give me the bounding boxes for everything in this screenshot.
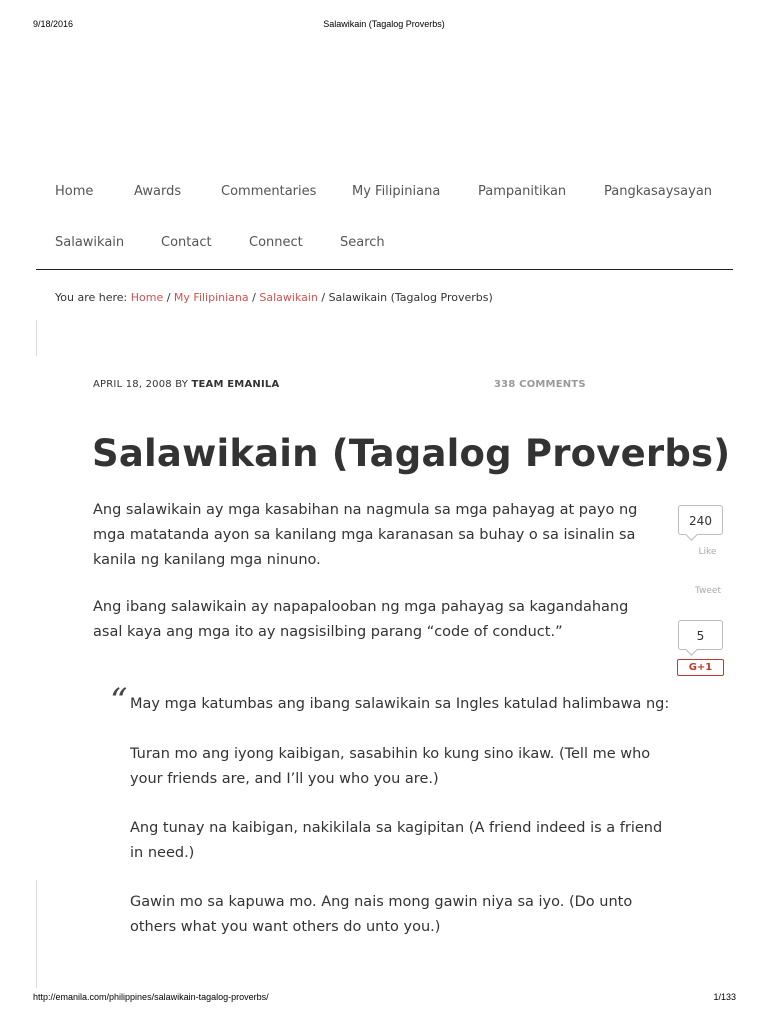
nav-item-commentaries[interactable]: Commentaries	[221, 184, 317, 199]
breadcrumb-home-link[interactable]: Home	[130, 291, 164, 304]
post-paragraph-2: Ang ibang salawikain ay napapalooban ng mga pahayag sa kagandahang asal kaya ang mga ito ay nagsisilbing parang “code of conduct.”	[93, 599, 629, 640]
nav-item-salawikain[interactable]: Salawikain	[55, 235, 125, 250]
nav-item-pampanitikan[interactable]: Pampanitikan	[478, 184, 567, 199]
nav-item-pangkasaysayan[interactable]: Pangkasaysayan	[604, 184, 713, 199]
breadcrumb-salawikain-link[interactable]: Salawikain	[259, 291, 318, 304]
google-plus-count: 5	[678, 620, 723, 650]
blockquote-line-4: Gawin mo sa kapuwa mo. Ang nais mong gawin niya sa iyo. (Do unto others what you want others do unto you.)	[130, 894, 633, 935]
nav-item-my-filipiniana[interactable]: My Filipiniana	[352, 184, 441, 199]
blockquote-line-3: Ang tunay na kaibigan, nakikilala sa kagipitan (A friend indeed is a friend in need.)	[130, 820, 663, 861]
post-title: Salawikain (Tagalog Proverbs)	[92, 432, 731, 475]
breadcrumb-filipiniana-link[interactable]: My Filipiniana	[173, 291, 249, 304]
nav-item-connect[interactable]: Connect	[249, 235, 303, 250]
breadcrumb-separator: /	[248, 291, 260, 304]
nav-item-awards[interactable]: Awards	[134, 184, 182, 199]
post-by: BY	[171, 379, 192, 390]
nav-item-search[interactable]: Search	[340, 235, 385, 250]
comments-link[interactable]: 338 COMMENTS	[494, 379, 586, 390]
post-author[interactable]: TEAM EMANILA	[191, 379, 280, 390]
post-meta	[93, 379, 279, 390]
blockquote-line-2: Turan mo ang iyong kaibigan, sasabihin ko kung sino ikaw. (Tell me who your friends are, and I’ll you who you are.)	[130, 746, 651, 787]
tweet-button[interactable]: Tweet	[695, 586, 721, 596]
quote-mark-icon: “	[110, 681, 128, 721]
facebook-like-button[interactable]: Like	[698, 547, 717, 557]
print-footer	[0, 992, 768, 1006]
nav-item-contact[interactable]: Contact	[161, 235, 212, 250]
nav-item-home[interactable]: Home	[55, 184, 94, 199]
nav-divider	[36, 269, 733, 270]
post-date: APRIL 18, 2008	[93, 379, 172, 390]
content-border-top	[36, 320, 37, 356]
post-paragraph-1: Ang salawikain ay mga kasabihan na nagmula sa mga pahayag at payo ng mga matatanda ayon sa kanilang mga karanasan sa buhay o sa isinalin sa kanila ng kanilang mga ninuno.	[93, 502, 638, 568]
facebook-like-count: 240	[678, 505, 723, 535]
breadcrumb-prefix: You are here:	[55, 291, 131, 304]
print-url: http://emanila.com/philippines/salawikain-tagalog-proverbs/	[33, 992, 269, 1002]
print-date: 9/18/2016	[33, 19, 74, 29]
breadcrumb-current: Salawikain (Tagalog Proverbs)	[328, 291, 493, 304]
breadcrumb	[55, 291, 493, 304]
blockquote-line-1: May mga katumbas ang ibang salawikain sa Ingles katulad halimbawa ng:	[130, 696, 670, 712]
print-page-number: 1/133	[713, 992, 736, 1002]
content-border-bottom	[36, 880, 37, 988]
breadcrumb-separator: /	[317, 291, 329, 304]
breadcrumb-separator: /	[163, 291, 174, 304]
print-header	[0, 19, 768, 33]
print-doc-title: Salawikain (Tagalog Proverbs)	[323, 19, 445, 29]
google-plus-button[interactable]: G+1	[677, 659, 724, 676]
